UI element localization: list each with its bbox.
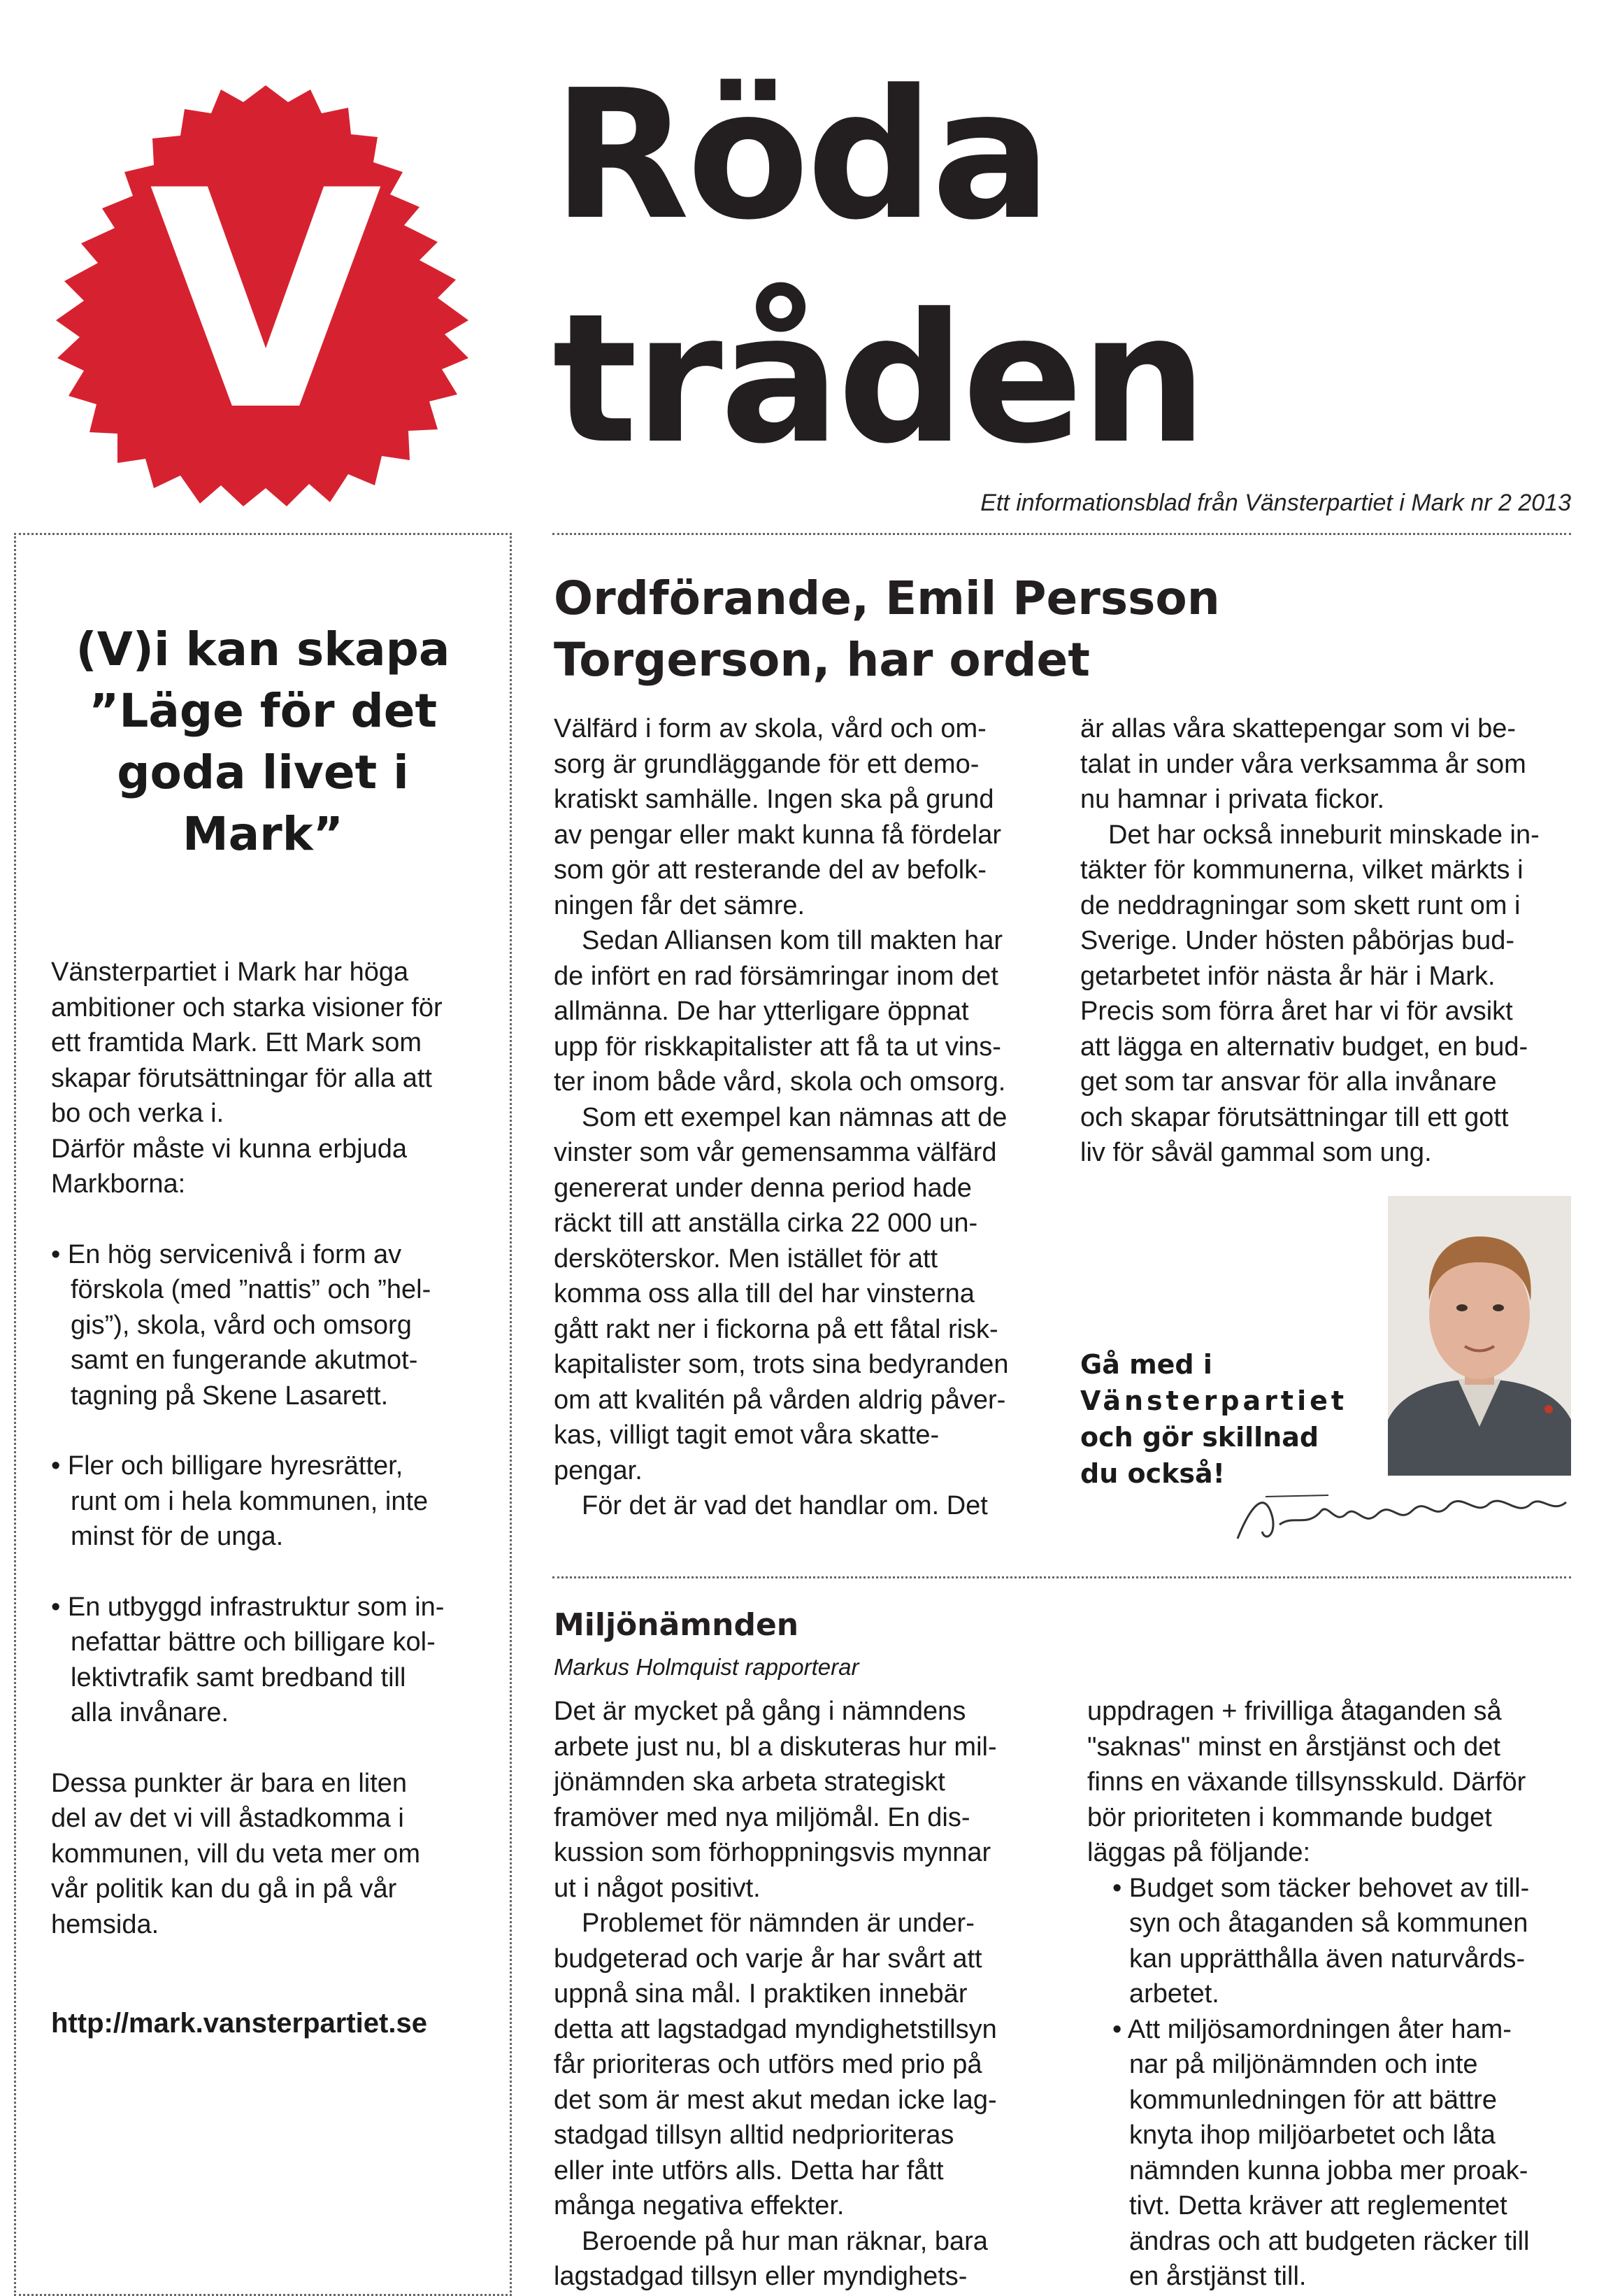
article2-byline: Markus Holmquist rapporterar	[554, 1654, 859, 1680]
body-line: finns en växande tillsynsskuld. Därför	[1087, 1767, 1526, 1797]
article1-column2	[1080, 711, 1570, 1171]
sidebar-text-line: ambitioner och starka visioner för	[51, 992, 443, 1022]
join-line: du också!	[1080, 1458, 1225, 1489]
bullet-line: kan upprätthålla även naturvårds-	[1129, 1944, 1526, 1974]
sidebar-bullet-line: lektivtrafik samt bredband till	[71, 1662, 406, 1692]
body-line: uppnå sina mål. I praktiken innebär	[554, 1979, 968, 2009]
sidebar-title	[16, 619, 510, 865]
body-line: lagstadgad tillsyn eller myndighets-	[554, 2262, 968, 2291]
body-line: många negativa effekter.	[554, 2191, 845, 2220]
sidebar-bullet-line: samt en fungerande akutmot-	[71, 1346, 418, 1375]
body-line: budgeterad och varje år har svårt att	[554, 1944, 982, 1974]
body-line: kratiskt samhälle. Ingen ska på grund	[554, 785, 994, 814]
sidebar-bullet	[51, 1448, 499, 1555]
body-line: vinster som vår gemensamma välfärd	[554, 1138, 997, 1167]
body-line: sorg är grundläggande för ett demo-	[554, 749, 980, 779]
sidebar-text-line: vår politik kan du gå in på vår	[51, 1874, 397, 1904]
body-line: komma oss alla till del har vinsterna	[554, 1279, 975, 1309]
sidebar-bullet-line: nefattar bättre och billigare kol-	[71, 1627, 436, 1657]
body-line: getarbetet inför nästa år här i Mark.	[1080, 961, 1496, 991]
body-line: kas, villigt tagit emot våra skatte-	[554, 1420, 940, 1450]
body-line: stadgad tillsyn alltid nedprioriteras	[554, 2120, 954, 2150]
join-line: Gå med i	[1080, 1349, 1212, 1380]
article2-bullet	[1087, 1871, 1570, 2012]
body-line: ter inom både vård, skola och omsorg.	[554, 1067, 1006, 1097]
body-line: Sverige. Under hösten påbörjas bud-	[1080, 926, 1515, 955]
sidebar-text-line: Vänsterpartiet i Mark har höga	[51, 957, 409, 987]
body-line: För det är vad det handlar om. Det	[582, 1491, 988, 1520]
bullet-line: • Budget som täcker behovet av till-	[1112, 1873, 1530, 1903]
sidebar-bullet-line: gis”), skola, vård och omsorg	[71, 1310, 412, 1340]
body-line: ut i något positivt.	[554, 1873, 761, 1903]
body-line: bör prioriteten i kommande budget	[1087, 1802, 1492, 1832]
body-line: dersköterskor. Men istället för att	[554, 1243, 938, 1274]
body-line: Det har också inneburit minskade in-	[1108, 820, 1540, 850]
sidebar-title-line: (V)i kan skapa	[76, 622, 450, 676]
bullet-line: ändras och att budgeten räcker till	[1129, 2226, 1530, 2256]
body-line: Problemet för nämnden är under-	[582, 1909, 975, 1938]
article1-headline	[554, 568, 1561, 691]
sidebar-bullet-line: alla invånare.	[71, 1698, 229, 1727]
body-line: läggas på följande:	[1087, 1838, 1311, 1867]
sidebar-title-line: goda livet i	[117, 746, 409, 799]
body-line: kussion som förhoppningsvis mynnar	[554, 1838, 991, 1867]
masthead-title-line2: tråden	[552, 276, 1205, 483]
sidebar-text-line: del av det vi vill åstadkomma i	[51, 1804, 404, 1833]
sidebar-title-line: Mark”	[182, 807, 344, 861]
body-line: ningen får det sämre.	[554, 890, 805, 920]
body-line: de neddragningar som skett runt om i	[1080, 890, 1521, 920]
sidebar-text-line: Markborna:	[51, 1169, 186, 1199]
body-line: eller inte utförs alls. Detta har fått	[554, 2155, 944, 2186]
body-line: att lägga en alternativ budget, en bud-	[1080, 1032, 1528, 1062]
website-link[interactable]: http://mark.vansterpartiet.se	[51, 2008, 427, 2039]
body-line: Sedan Alliansen kom till makten har	[582, 926, 1003, 955]
body-line: nu hamnar i privata fickor.	[1080, 785, 1385, 814]
bullet-line: nar på miljönämnden och inte	[1129, 2050, 1478, 2079]
sidebar-bullet-line: runt om i hela kommunen, inte	[71, 1486, 429, 1516]
join-callout	[1080, 1346, 1374, 1492]
join-line: Vänsterpartiet	[1080, 1385, 1348, 1416]
body-line: uppdragen + frivilliga åtaganden så	[1087, 1697, 1502, 1726]
body-line: får prioriteras och utförs med prio på	[554, 2050, 982, 2079]
divider-top	[552, 533, 1571, 535]
bullet-line: nämnden kunna jobba mer proak-	[1129, 2155, 1528, 2186]
article2-headline: Miljönämnden	[554, 1607, 799, 1643]
sidebar-text-line: bo och verka i.	[51, 1099, 224, 1128]
body-line: täkter för kommunerna, vilket märkts i	[1080, 855, 1524, 885]
article1-headline-line: Torgerson, har ordet	[554, 633, 1090, 687]
join-line: och gör skillnad	[1080, 1422, 1319, 1453]
bullet-line: • Att miljösamordningen åter ham-	[1112, 2014, 1512, 2044]
article2-column2	[1087, 1694, 1570, 2295]
body-line: framöver med nya miljömål. En dis-	[554, 1802, 970, 1832]
masthead-title-line1: Röda	[552, 52, 1049, 259]
sidebar-box	[14, 533, 512, 2296]
body-line: Välfärd i form av skola, vård och om-	[554, 714, 987, 743]
bullet-line: kommunledningen för att bättre	[1129, 2085, 1497, 2115]
body-line: de infört en rad försämringar inom det	[554, 961, 998, 991]
sidebar-body	[51, 955, 499, 1942]
divider-middle	[552, 1576, 1571, 1578]
body-line: "saknas" minst en årstjänst och det	[1087, 1732, 1500, 1762]
sidebar-bullet-line: • En utbyggd infrastruktur som in-	[51, 1592, 445, 1622]
body-line: get som tar ansvar för alla invånare	[1080, 1067, 1497, 1097]
bullet-line: tivt. Detta kräver att reglementet	[1129, 2191, 1507, 2220]
logo-letter-v: V	[149, 127, 382, 477]
bullet-line: en årstjänst till.	[1129, 2262, 1307, 2291]
body-line: Precis som förra året har vi för avsikt	[1080, 997, 1513, 1026]
sidebar-text-line: Därför måste vi kunna erbjuda	[51, 1134, 408, 1164]
body-line: gått rakt ner i fickorna på ett fåtal risk-	[554, 1314, 998, 1344]
sidebar-bullet-line: • Fler och billigare hyresrätter,	[51, 1451, 403, 1481]
sidebar-bullet	[51, 1590, 499, 1731]
body-line: detta att lagstadgad myndighetstillsyn	[554, 2014, 997, 2044]
body-line: och skapar förutsättningar till ett gott	[1080, 1102, 1509, 1132]
sidebar-text-line: Dessa punkter är bara en liten	[51, 1768, 408, 1798]
body-line: det som är mest akut medan icke lag-	[554, 2085, 997, 2115]
sidebar-text-line: kommunen, vill du veta mer om	[51, 1839, 420, 1869]
sidebar-bullet	[51, 1237, 499, 1414]
body-line: Beroende på hur man räknar, bara	[582, 2226, 988, 2256]
sidebar-title-line: ”Läge för det	[88, 684, 438, 738]
body-line: talat in under våra verksamma år som	[1080, 749, 1526, 779]
article2-column1	[554, 1694, 1036, 2295]
body-line: jönämnden ska arbeta strategiskt	[554, 1767, 945, 1797]
sidebar-bullet-line: • En hög servicenivå i form av	[51, 1239, 402, 1269]
sidebar-text-line: hemsida.	[51, 1909, 159, 1939]
article1-headline-line: Ordförande, Emil Persson	[554, 571, 1220, 625]
article2-bullet	[1087, 2012, 1570, 2295]
masthead-subtitle: Ett informationsblad från Vänsterpartiet i Mark nr 2 2013	[980, 490, 1571, 516]
sidebar-text-line: skapar förutsättningar för alla att	[51, 1063, 432, 1093]
body-line: är allas våra skattepengar som vi be-	[1080, 714, 1517, 743]
body-line: allmänna. De har ytterligare öppnat	[554, 997, 969, 1026]
bullet-line: knyta ihop miljöarbetet och låta	[1129, 2120, 1496, 2150]
body-line: arbete just nu, bl a diskuteras hur mil-	[554, 1732, 997, 1762]
sidebar-bullet-line: tagning på Skene Lasarett.	[71, 1381, 389, 1411]
signature-image	[1224, 1476, 1573, 1553]
body-line: Som ett exempel kan nämnas att de	[582, 1102, 1008, 1132]
body-line: om att kvalitén på vården aldrig påver-	[554, 1385, 1006, 1415]
body-line: upp för riskkapitalister att få ta ut vins-	[554, 1032, 1001, 1062]
body-line: kapitalister som, trots sina bedyranden	[554, 1350, 1009, 1379]
bullet-line: arbetet.	[1129, 1979, 1219, 2009]
body-line: räckt till att anställa cirka 22 000 un-	[554, 1208, 978, 1238]
vansterpartiet-logo	[28, 77, 503, 511]
portrait-photo	[1388, 1196, 1571, 1476]
article1-column1	[554, 711, 1043, 1524]
sidebar-bullet-line: minst för de unga.	[71, 1522, 284, 1551]
body-line: av pengar eller makt kunna få fördelar	[554, 820, 1002, 850]
body-line: som gör att resterande del av befolk-	[554, 855, 987, 885]
sidebar-bullet-line: förskola (med ”nattis” och ”hel-	[71, 1275, 431, 1304]
body-line: genererat under denna period hade	[554, 1173, 972, 1203]
body-line: pengar.	[554, 1455, 643, 1485]
bullet-line: syn och åtaganden så kommunen	[1129, 1909, 1528, 1938]
sidebar-text-line: ett framtida Mark. Ett Mark som	[51, 1028, 422, 1057]
body-line: liv för såväl gammal som ung.	[1080, 1138, 1432, 1167]
body-line: Det är mycket på gång i nämndens	[554, 1697, 966, 1726]
